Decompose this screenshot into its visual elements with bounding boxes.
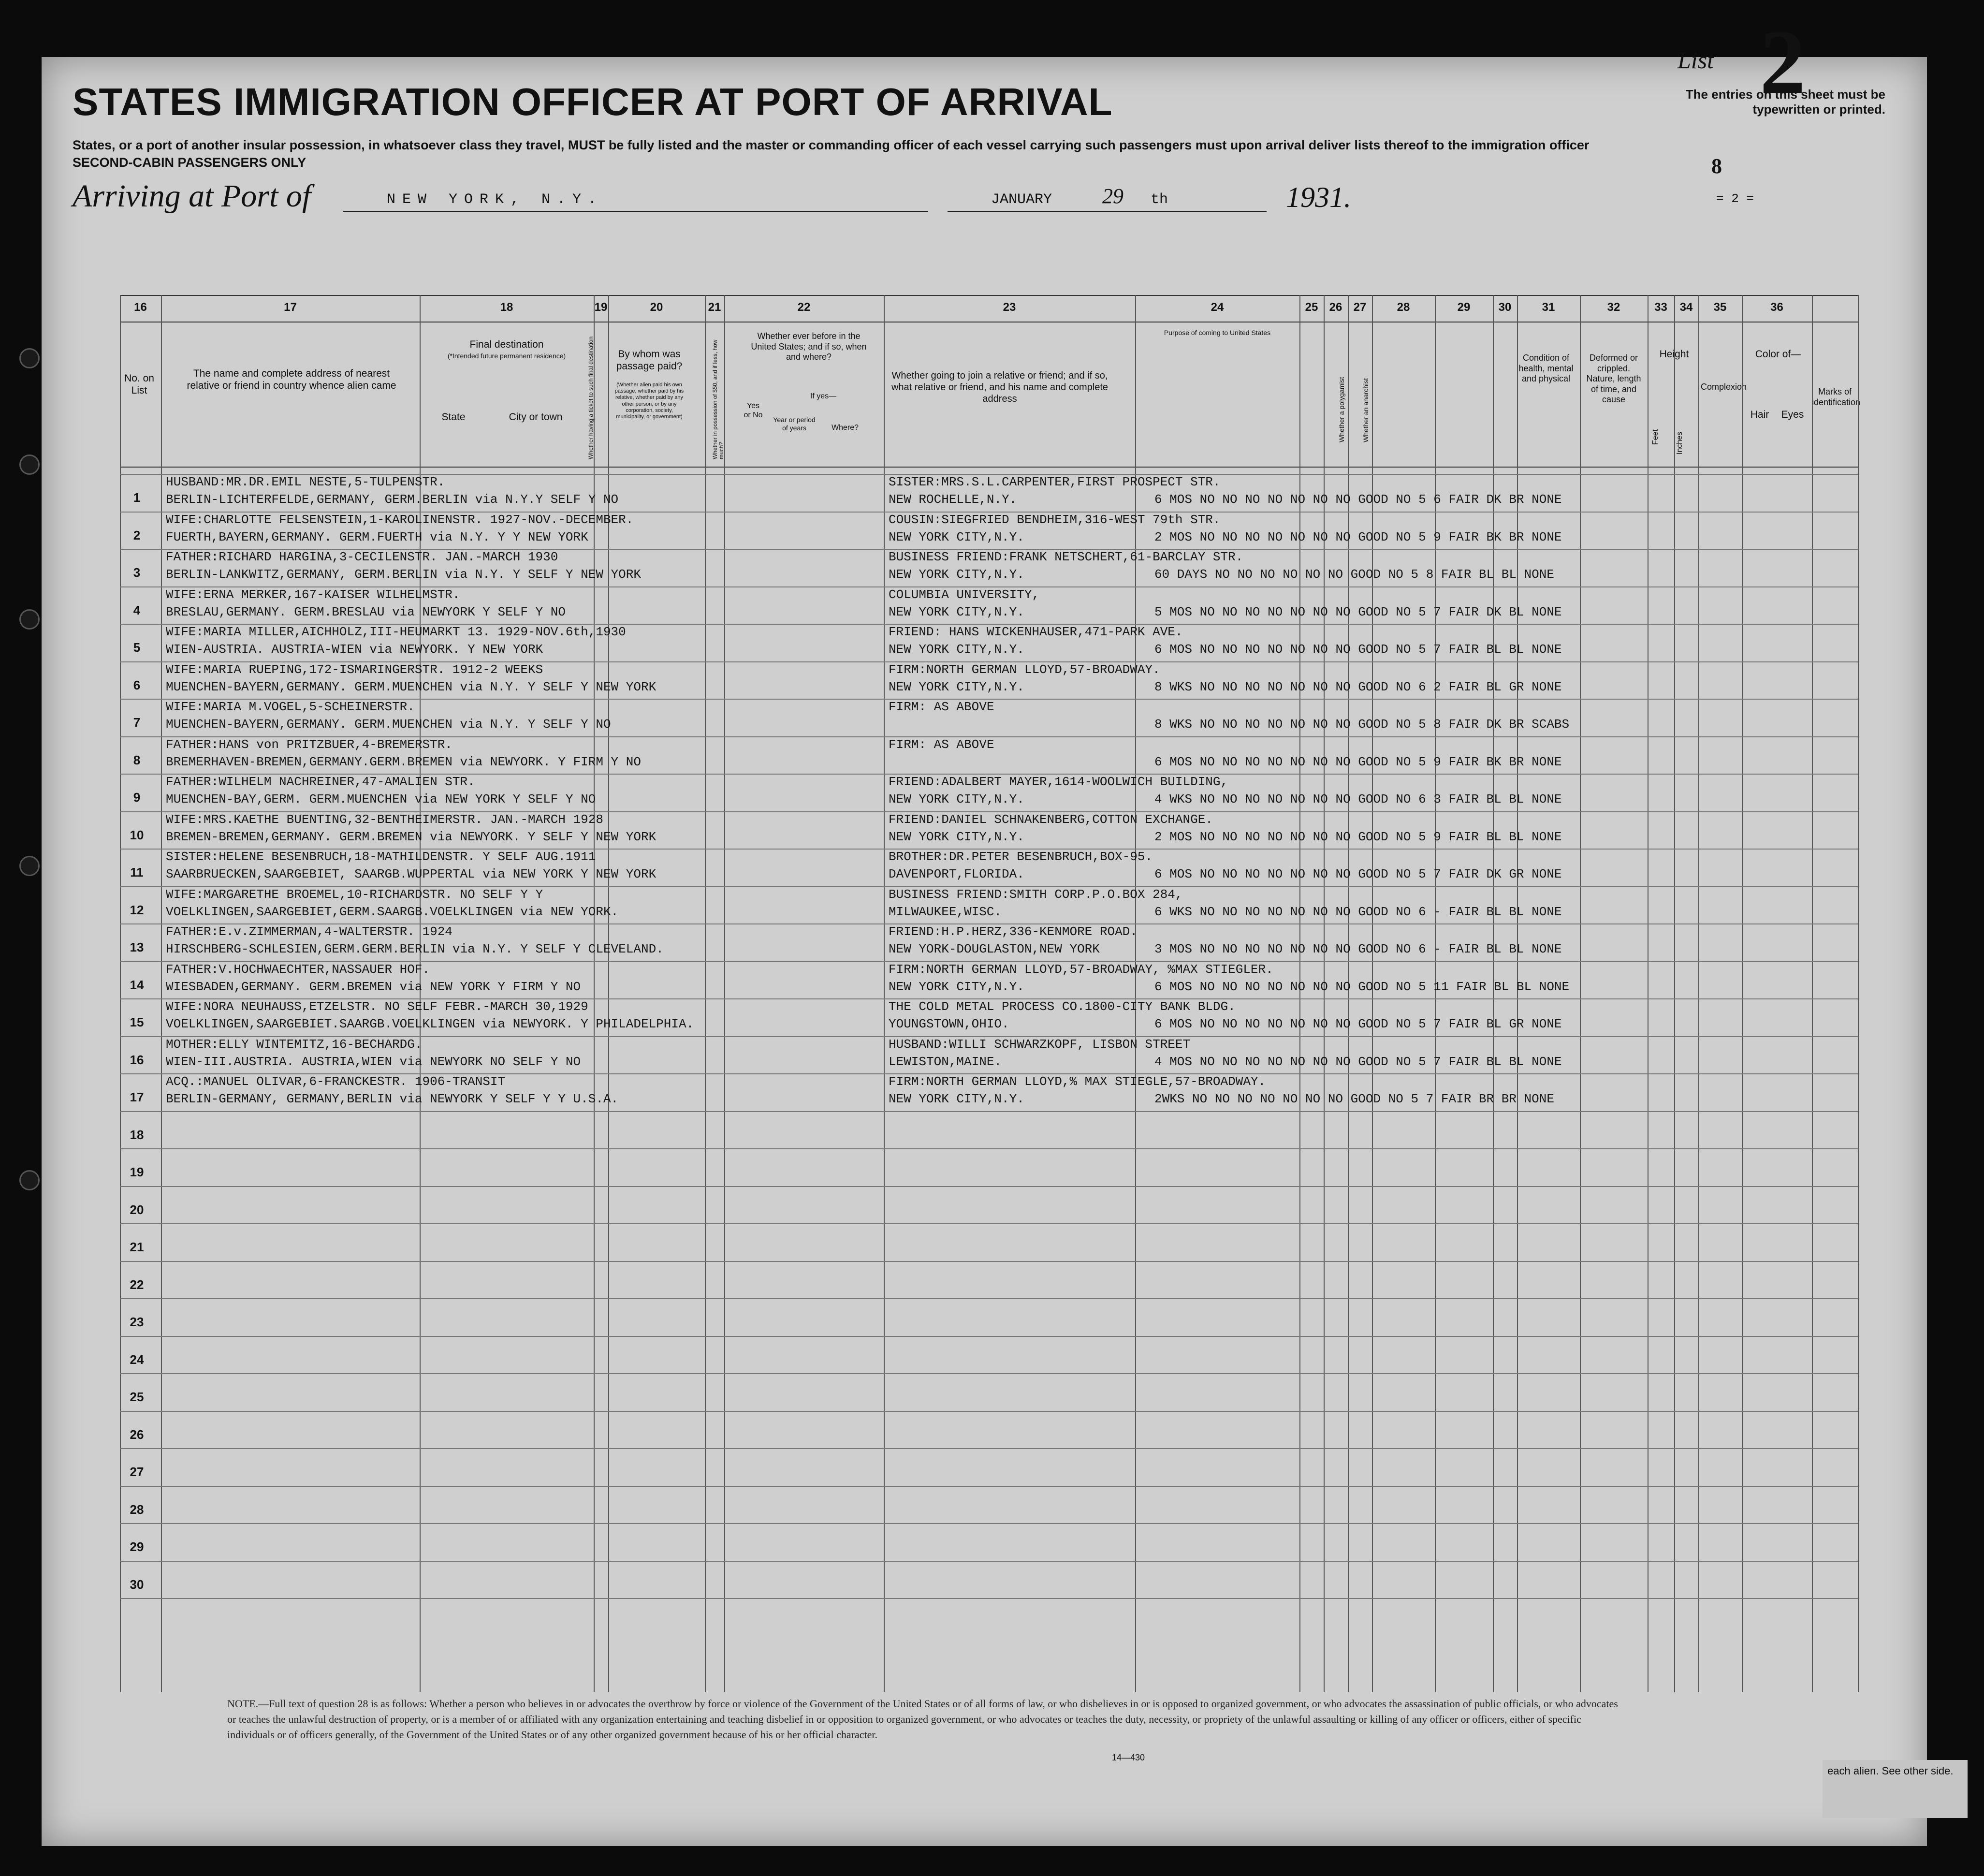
passenger-relative-line: FATHER:V.HOCHWAECHTER,NASSAUER HOF. — [166, 962, 430, 977]
header-hair: Hair — [1750, 409, 1769, 420]
page-mark: = 2 = — [1716, 191, 1754, 206]
header-purpose: Purpose of coming to United States — [1164, 329, 1271, 337]
joining-line-2: DAVENPORT,FLORIDA. — [889, 867, 1024, 881]
column-number: 18 — [500, 301, 513, 314]
row-number: 1 — [133, 490, 141, 505]
passenger-destination-line: FUERTH,BAYERN,GERMANY. GERM.FUERTH via N.Y. Y Y NEW YORK — [166, 529, 588, 544]
footnote: NOTE.—Full text of question 28 is as follows: Whether a person who believes in or advocates the overthrow by force or violence of the Government of the United States or of all forms of law, or who disbelieves in or is opposed to organized government, or who advocates the assassination of public officials, or who advocates or teaches the unlawful destruction of property, or is a member of or affiliated with any organization entertaining and teaching disbelief in or opposition to organized government, or who advocates or teaches the duty, necessity, or propriety of the unlawful assaulting or killing of any officer or officers, either of specific individuals or of officers generally, of the Government of the United States or of any other organized government because of his or her official character. — [227, 1698, 1618, 1741]
arriving-day: 29 — [1102, 184, 1123, 208]
column-number: 17 — [284, 301, 297, 314]
row-number: 3 — [133, 565, 141, 580]
header-join: Whether going to join a relative or friend; and if so, what relative or friend, and his name and complete address — [891, 370, 1109, 404]
answers-line: 2WKS NO NO NO NO NO NO NO GOOD NO 5 7 FAIR BR BR NONE — [1154, 1092, 1554, 1106]
list-label: List — [1678, 46, 1714, 73]
passenger-destination-line: MUENCHEN-BAYERN,GERMANY. GERM.MUENCHEN via N.Y. Y SELF Y NEW YORK — [166, 679, 656, 694]
answers-line: 60 DAYS NO NO NO NO NO NO GOOD NO 5 8 FAIR BL BL NONE — [1154, 567, 1554, 582]
row-rule — [120, 1148, 1858, 1149]
joining-line-2: LEWISTON,MAINE. — [889, 1054, 1002, 1069]
column-number: 22 — [797, 301, 811, 314]
column-number: 31 — [1542, 301, 1555, 314]
column-number: 27 — [1353, 301, 1367, 314]
answers-line: 6 WKS NO NO NO NO NO NO NO GOOD NO 6 - FAIR BL BL NONE — [1154, 904, 1562, 919]
passenger-destination-line: SAARBRUECKEN,SAARGEBIET, SAARGB.WUPPERTAL via NEW YORK Y NEW YORK — [166, 867, 656, 881]
row-rule — [120, 1111, 1858, 1112]
column-number: 35 — [1713, 301, 1727, 314]
header-before-us: Whether ever before in the United States; and if so, when and where? — [751, 331, 867, 362]
header-deformed: Deformed or crippled. Nature, length of time, and cause — [1586, 353, 1641, 405]
passenger-destination-line: BRESLAU,GERMANY. GERM.BRESLAU via NEWYORK Y SELF Y NO — [166, 604, 566, 619]
answers-line: 8 WKS NO NO NO NO NO NO NO GOOD NO 5 8 FAIR DK BR SCABS — [1154, 717, 1570, 732]
column-number: 21 — [708, 301, 721, 314]
punch-hole — [19, 856, 40, 876]
joining-line-2: NEW YORK CITY,N.Y. — [889, 679, 1024, 694]
header-polygamist: Whether a polygamist — [1338, 377, 1345, 442]
joining-line-1: FIRM: AS ABOVE — [889, 700, 994, 714]
header-ticket: Whether having a ticket to such final destination — [587, 336, 594, 459]
row-rule — [120, 1223, 1858, 1224]
column-number: 20 — [650, 301, 663, 314]
answers-line: 6 MOS NO NO NO NO NO NO NO GOOD NO 5 11 FAIR BL BL NONE — [1154, 979, 1570, 994]
row-number: 25 — [130, 1390, 144, 1404]
row-rule — [120, 1336, 1858, 1337]
header-feet: Feet — [1651, 429, 1660, 445]
row-number: 8 — [133, 752, 141, 767]
passenger-relative-line: ACQ.:MANUEL OLIVAR,6-FRANCKESTR. 1906-TRANSIT — [166, 1074, 506, 1089]
row-number: 14 — [130, 977, 144, 992]
column-number: 19 — [594, 301, 608, 314]
column-rule — [884, 295, 885, 1692]
row-rule — [120, 1448, 1858, 1449]
answers-line: 6 MOS NO NO NO NO NO NO NO GOOD NO 5 9 FAIR BK BR NONE — [1154, 754, 1562, 769]
row-rule — [120, 1261, 1858, 1262]
passenger-relative-line: SISTER:HELENE BESENBRUCH,18-MATHILDENSTR. Y SELF AUG.1911 — [166, 850, 596, 864]
column-number: 33 — [1654, 301, 1667, 314]
joining-line-1: SISTER:MRS.S.L.CARPENTER,FIRST PROSPECT STR. — [889, 475, 1221, 489]
row-rule — [120, 1598, 1858, 1599]
joining-line-1: FIRM:NORTH GERMAN LLOYD,57-BROADWAY, %MAX STIEGLER. — [889, 962, 1273, 977]
column-rule — [705, 295, 706, 1692]
joining-line-1: COLUMBIA UNIVERSITY, — [889, 587, 1040, 602]
column-number: 16 — [134, 301, 147, 314]
row-rule — [120, 1186, 1858, 1187]
header-color: Color of— — [1755, 349, 1801, 360]
passenger-relative-line: WIFE:MARIA RUEPING,172-ISMARINGERSTR. 1912-2 WEEKS — [166, 662, 543, 677]
row-number: 16 — [130, 1052, 144, 1067]
passenger-relative-line: HUSBAND:MR.DR.EMIL NESTE,5-TULPENSTR. — [166, 475, 445, 489]
row-number: 4 — [133, 602, 141, 617]
column-rule — [1674, 295, 1675, 1692]
row-number: 12 — [130, 902, 144, 917]
passenger-destination-line: BERLIN-LANKWITZ,GERMANY, GERM.BERLIN via N.Y. Y SELF Y NEW YORK — [166, 567, 641, 582]
header-final-destination-sub: (*Intended future permanent residence) — [447, 352, 566, 360]
passenger-destination-line: MUENCHEN-BAYERN,GERMANY. GERM.MUENCHEN via N.Y. Y SELF Y NO — [166, 717, 611, 732]
joining-line-1: BROTHER:DR.PETER BESENBRUCH,BOX-95. — [889, 850, 1153, 864]
arriving-label: Arriving at Port of — [73, 178, 311, 214]
passenger-destination-line: VOELKLINGEN,SAARGEBIET.SAARGB.VOELKLINGEN via NEWYORK. Y PHILADELPHIA. — [166, 1017, 694, 1031]
row-number: 29 — [130, 1539, 144, 1554]
row-rule — [120, 1298, 1858, 1299]
row-number: 20 — [130, 1202, 144, 1217]
answers-line: 4 WKS NO NO NO NO NO NO NO GOOD NO 6 3 FAIR BL BL NONE — [1154, 792, 1562, 806]
row-number: 7 — [133, 715, 141, 730]
table-rule — [120, 295, 1858, 296]
row-number: 2 — [133, 528, 141, 542]
punch-hole — [19, 348, 40, 368]
column-rule — [1812, 295, 1813, 1692]
row-number: 19 — [130, 1165, 144, 1179]
header-eyes: Eyes — [1781, 409, 1804, 420]
row-number: 10 — [130, 827, 144, 842]
arriving-port: NEW YORK, N.Y. — [387, 191, 604, 208]
passenger-relative-line: FATHER:WILHELM NACHREINER,47-AMALIEN STR. — [166, 775, 475, 789]
header-name-address: The name and complete address of nearest relative or friend in country whence alien came — [187, 368, 396, 392]
list-note: The entries on this sheet must be typewritten or printed. — [1685, 87, 1885, 117]
joining-line-1: HUSBAND:WILLI SCHWARZKOPF, LISBON STREET — [889, 1037, 1191, 1052]
joining-line-2: NEW YORK CITY,N.Y. — [889, 529, 1024, 544]
row-number: 5 — [133, 640, 141, 655]
arriving-year: 1931. — [1286, 181, 1351, 213]
passenger-destination-line: WIEN-AUSTRIA. AUSTRIA-WIEN via NEWYORK. Y NEW YORK — [166, 642, 543, 657]
header-paid-by-sub: (Whether alien paid his own passage, whether paid by his relative, whether paid by any other person, or by any corporation, society, municipality, or government) — [614, 382, 684, 420]
header-final-destination: Final destination — [469, 339, 544, 350]
row-number: 24 — [130, 1352, 144, 1367]
date-rule — [948, 211, 1267, 212]
column-number: 34 — [1679, 301, 1693, 314]
column-number: 28 — [1397, 301, 1410, 314]
answers-line: 6 MOS NO NO NO NO NO NO NO GOOD NO 5 7 FAIR BL BL NONE — [1154, 642, 1562, 657]
joining-line-2: MILWAUKEE,WISC. — [889, 904, 1002, 919]
row-number: 11 — [130, 865, 144, 879]
header-condition: Condition of health, mental and physical — [1518, 353, 1574, 384]
punch-hole — [19, 609, 40, 630]
column-number: 26 — [1329, 301, 1342, 314]
column-rule — [1742, 295, 1743, 1692]
passenger-relative-line: MOTHER:ELLY WINTEMITZ,16-BECHARDG. — [166, 1037, 423, 1052]
header-inches: Inches — [1676, 431, 1684, 454]
passenger-relative-line: WIFE:MRS.KAETHE BUENTING,32-BENTHEIMERSTR. JAN.-MARCH 1928 — [166, 812, 603, 827]
row-number: 23 — [130, 1315, 144, 1329]
column-rule — [161, 295, 162, 1692]
row-number: 17 — [130, 1090, 144, 1104]
column-rule — [1858, 295, 1859, 1692]
passenger-relative-line: FATHER:HANS von PRITZBUER,4-BREMERSTR. — [166, 737, 452, 752]
answers-line: 2 MOS NO NO NO NO NO NO NO GOOD NO 5 9 FAIR BL BL NONE — [1154, 829, 1562, 844]
manifest-table — [120, 295, 1861, 1692]
column-number: 23 — [1003, 301, 1016, 314]
answers-line: 6 MOS NO NO NO NO NO NO NO GOOD NO 5 7 FAIR BL GR NONE — [1154, 1017, 1562, 1031]
joining-line-2: NEW YORK CITY,N.Y. — [889, 604, 1024, 619]
column-number: 24 — [1211, 301, 1224, 314]
intro-line-2: SECOND-CABIN PASSENGERS ONLY — [73, 155, 306, 170]
column-number: 29 — [1457, 301, 1471, 314]
passenger-relative-line: WIFE:MARIA MILLER,AICHHOLZ,III-HEUMARKT 13. 1929-NOV.6th,1930 — [166, 625, 626, 639]
answers-line: 4 MOS NO NO NO NO NO NO NO GOOD NO 5 7 FAIR BL BL NONE — [1154, 1054, 1562, 1069]
page-title: STATES IMMIGRATION OFFICER AT PORT OF ARRIVAL — [73, 80, 1113, 123]
header-year-period: Year or period of years — [773, 416, 816, 432]
row-rule — [120, 1373, 1858, 1374]
joining-line-2: NEW YORK CITY,N.Y. — [889, 979, 1024, 994]
passenger-relative-line: WIFE:CHARLOTTE FELSENSTEIN,1-KAROLINENSTR. 1927-NOV.-DECEMBER. — [166, 512, 634, 527]
joining-line-1: COUSIN:SIEGFRIED BENDHEIM,316-WEST 79th STR. — [889, 512, 1221, 527]
row-number: 15 — [130, 1015, 144, 1029]
joining-line-1: FRIEND:ADALBERT MAYER,1614-WOOLWICH BUILDING, — [889, 775, 1228, 789]
header-height: Height — [1659, 349, 1689, 360]
joining-line-1: FIRM: AS ABOVE — [889, 737, 994, 752]
joining-line-1: FRIEND: HANS WICKENHAUSER,471-PARK AVE. — [889, 625, 1183, 639]
passenger-destination-line: WIEN-III.AUSTRIA. AUSTRIA,WIEN via NEWYORK NO SELF Y NO — [166, 1054, 581, 1069]
answers-line: 5 MOS NO NO NO NO NO NO NO GOOD NO 5 7 FAIR DK BL NONE — [1154, 604, 1562, 619]
passenger-destination-line: WIESBADEN,GERMANY. GERM.BREMEN via NEW YORK Y FIRM Y NO — [166, 979, 581, 994]
row-number: 21 — [130, 1240, 144, 1254]
joining-line-1: THE COLD METAL PROCESS CO.1800-CITY BANK BLDG. — [889, 999, 1236, 1014]
port-rule — [343, 211, 928, 212]
passenger-relative-line: FATHER:E.v.ZIMMERMAN,4-WALTERSTR. 1924 — [166, 924, 452, 939]
passenger-destination-line: BREMERHAVEN-BREMEN,GERMANY.GERM.BREMEN via NEWYORK. Y FIRM Y NO — [166, 754, 641, 769]
row-number: 6 — [133, 677, 141, 692]
header-state: State — [441, 411, 466, 423]
row-rule — [120, 1486, 1858, 1487]
row-number: 22 — [130, 1277, 144, 1292]
column-rule — [1580, 295, 1581, 1692]
joining-line-1: FIRM:NORTH GERMAN LLOYD,% MAX STIEGLE,57-BROADWAY. — [889, 1074, 1266, 1089]
joining-line-2: NEW ROCHELLE,N.Y. — [889, 492, 1017, 507]
header-money: Whether in possession of $50, and if less, how much? — [712, 339, 725, 459]
answers-line: 8 WKS NO NO NO NO NO NO NO GOOD NO 6 2 FAIR BL GR NONE — [1154, 679, 1562, 694]
row-rule — [120, 1561, 1858, 1562]
list-number: 2 — [1760, 12, 1806, 113]
arriving-line — [73, 178, 1861, 217]
column-number: 25 — [1305, 301, 1318, 314]
answers-line: 2 MOS NO NO NO NO NO NO NO GOOD NO 5 9 FAIR BK BR NONE — [1154, 529, 1562, 544]
column-number: 36 — [1770, 301, 1783, 314]
joining-line-1: FIRM:NORTH GERMAN LLOYD,57-BROADWAY. — [889, 662, 1160, 677]
passenger-destination-line: BREMEN-BREMEN,GERMANY. GERM.BREMEN via NEWYORK. Y SELF Y NEW YORK — [166, 829, 656, 844]
joining-line-1: FRIEND:DANIEL SCHNAKENBERG,COTTON EXCHANGE. — [889, 812, 1213, 827]
header-paid-by: By whom was passage paid? — [616, 349, 683, 372]
header-where: Where? — [831, 424, 859, 432]
column-rule — [1698, 295, 1699, 1692]
joining-line-2: NEW YORK CITY,N.Y. — [889, 642, 1024, 657]
passenger-destination-line: BERLIN-GERMANY, GERMANY,BERLIN via NEWYORK Y SELF Y Y U.S.A. — [166, 1092, 619, 1106]
column-number: 30 — [1498, 301, 1512, 314]
punch-hole — [19, 1170, 40, 1190]
column-number: 32 — [1607, 301, 1620, 314]
column-rule — [724, 295, 725, 1692]
attached-edge-strip — [1823, 1760, 1968, 1818]
row-rule — [120, 1523, 1858, 1524]
passenger-relative-line: WIFE:NORA NEUHAUSS,ETZELSTR. NO SELF FEBR.-MARCH 30,1929 — [166, 999, 588, 1014]
row-number: 26 — [130, 1427, 144, 1442]
joining-line-1: FRIEND:H.P.HERZ,336-KENMORE ROAD. — [889, 924, 1138, 939]
header-city: City or town — [509, 411, 563, 423]
passenger-destination-line: MUENCHEN-BAY,GERM. GERM.MUENCHEN via NEW YORK Y SELF Y NO — [166, 792, 596, 806]
header-yes-no: Yes or No — [744, 402, 763, 420]
punch-hole — [19, 454, 40, 475]
answers-line: 6 MOS NO NO NO NO NO NO NO GOOD NO 5 7 FAIR DK GR NONE — [1154, 867, 1562, 881]
table-rule — [120, 467, 1858, 468]
header-complexion: Complexion — [1701, 382, 1747, 392]
joining-line-2: YOUNGSTOWN,OHIO. — [889, 1017, 1009, 1031]
row-number: 28 — [130, 1502, 144, 1517]
joining-line-2: NEW YORK CITY,N.Y. — [889, 567, 1024, 582]
form-code: 14—430 — [1112, 1753, 1145, 1762]
row-number: 30 — [130, 1577, 144, 1592]
header-anarchist: Whether an anarchist — [1362, 378, 1370, 442]
passenger-destination-line: BERLIN-LICHTERFELDE,GERMANY, GERM.BERLIN via N.Y.Y SELF Y NO — [166, 492, 619, 507]
passenger-relative-line: WIFE:MARGARETHE BROEMEL,10-RICHARDSTR. NO SELF Y Y — [166, 887, 543, 902]
passenger-destination-line: VOELKLINGEN,SAARGEBIET,GERM.SAARGB.VOELKLINGEN via NEW YORK. — [166, 904, 619, 919]
joining-line-2: NEW YORK CITY,N.Y. — [889, 792, 1024, 806]
passenger-relative-line: FATHER:RICHARD HARGINA,3-CECILENSTR. JAN.-MARCH 1930 — [166, 550, 558, 564]
edge-text: each alien. See other side. — [1827, 1765, 1954, 1777]
arriving-day-suffix: th — [1151, 191, 1168, 208]
sheet-number: 8 — [1711, 154, 1722, 178]
intro-text — [73, 136, 1644, 172]
joining-line-1: BUSINESS FRIEND:SMITH CORP.P.O.BOX 284, — [889, 887, 1183, 902]
joining-line-1: BUSINESS FRIEND:FRANK NETSCHERT,61-BARCLAY STR. — [889, 550, 1243, 564]
passenger-relative-line: WIFE:MARIA M.VOGEL,5-SCHEINERSTR. — [166, 700, 415, 714]
row-number: 27 — [130, 1465, 144, 1479]
header-no-on-list: No. on List — [124, 373, 154, 396]
joining-line-2: NEW YORK-DOUGLASTON,NEW YORK — [889, 942, 1100, 956]
header-marks: Marks of identification — [1812, 387, 1861, 407]
joining-line-2: NEW YORK CITY,N.Y. — [889, 1092, 1024, 1106]
header-if-yes: If yes— — [810, 392, 837, 400]
row-number: 13 — [130, 940, 144, 954]
column-rule — [1135, 295, 1136, 1692]
row-number: 18 — [130, 1127, 144, 1142]
row-rule — [120, 1411, 1858, 1412]
intro-line-1: States, or a port of another insular possession, in whatsoever class they travel, MUST be fully listed and the master or commanding officer of each vessel carrying such passengers must upon arrival deliver lists thereof to the immigration officer — [73, 138, 1590, 152]
answers-line: 6 MOS NO NO NO NO NO NO NO GOOD NO 5 6 FAIR DK BR NONE — [1154, 492, 1562, 507]
passenger-relative-line: WIFE:ERNA MERKER,167-KAISER WILHELMSTR. — [166, 587, 460, 602]
answers-line: 3 MOS NO NO NO NO NO NO NO GOOD NO 6 - FAIR BL BL NONE — [1154, 942, 1562, 956]
arriving-month: JANUARY — [991, 191, 1052, 208]
joining-line-2: NEW YORK CITY,N.Y. — [889, 829, 1024, 844]
passenger-destination-line: HIRSCHBERG-SCHLESIEN,GERM.GERM.BERLIN via N.Y. Y SELF Y CLEVELAND. — [166, 942, 664, 956]
row-number: 9 — [133, 790, 141, 805]
